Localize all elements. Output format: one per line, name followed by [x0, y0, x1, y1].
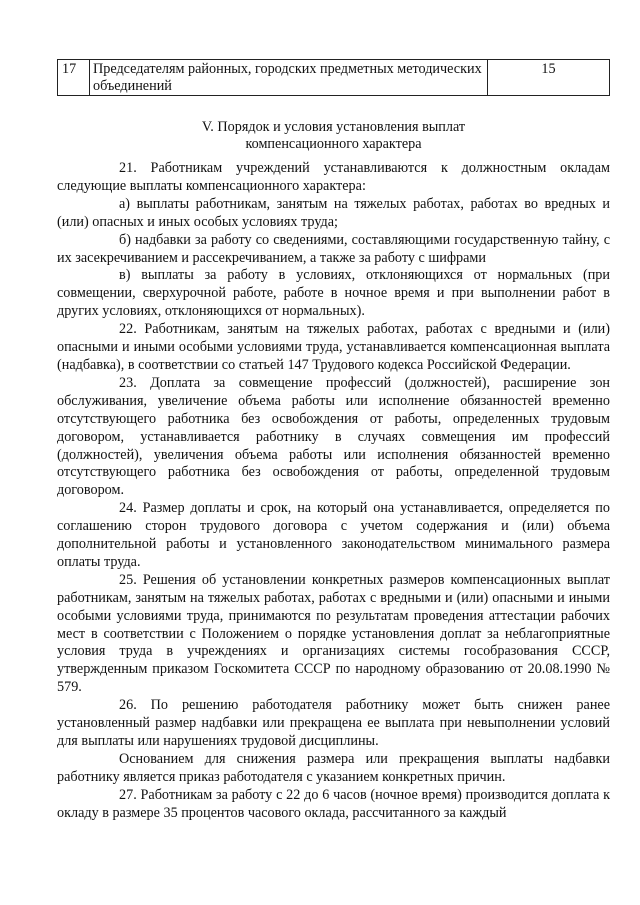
table-row — [58, 60, 610, 96]
row-number: 17 — [58, 60, 90, 96]
paragraph-26: 26. По решению работодателя работнику может быть снижен ранее установленный размер надбавки или прекращена ее выплата при невыполнении условий для выплаты или нарушениях трудовой дисциплины. — [57, 697, 610, 749]
paragraph-24: 24. Размер доплаты и срок, на который она устанавливается, определяется по соглашению сторон трудового договора с учетом содержания и (или) объема дополнительной работы и установленного законодательством минимального размера оплаты труда. — [57, 500, 610, 570]
paragraph-23: 23. Доплата за совмещение профессий (должностей), расширение зон обслуживания, увеличение объема работы или исполнение обязанностей временно отсутствующего работника без освобождения от работы, определенных трудовым договором, устанавливается работнику в случаях совмещения им профессий (должностей), увеличения объема работы или исполнения обязанностей временно отсутствующего работника без освобождения от работы, определенной трудовым договором. — [57, 374, 610, 499]
section-heading — [57, 119, 610, 153]
allowance-table — [57, 59, 610, 96]
section-heading-line-2: компенсационного характера — [245, 136, 422, 152]
paragraph-21-a: а) выплаты работникам, занятым на тяжелых работах, работах во вредных и (или) опасных и иных особых условиях труда; — [57, 195, 610, 230]
row-position: Председателям районных, городских предметных методических объединений — [90, 60, 488, 96]
row-value: 15 — [488, 60, 610, 96]
paragraph-26-basis: Основанием для снижения размера или прекращения выплаты надбавки работнику является приказ работодателя с указанием конкретных причин. — [57, 750, 610, 785]
paragraph-21: 21. Работникам учреждений устанавливаются к должностным окладам следующие выплаты компенсационного характера: — [57, 160, 610, 194]
paragraph-25: 25. Решения об установлении конкретных размеров компенсационных выплат работникам, занятым на тяжелых работах, работах с вредными и (или) опасными и иными особыми условиями труда, принимаются по результатам проведения аттестации рабочих мест в соответствии с Положением о порядке установления доплат за неблагоприятные условия труда в учреждениях и организациях системы гособразования СССР, утвержденным приказом Госкомитета СССР по народному образованию от 20.08.1990 № 579. — [57, 571, 610, 696]
section-body — [57, 160, 610, 823]
section-heading-line-1: V. Порядок и условия установления выплат — [201, 119, 466, 135]
paragraph-22: 22. Работникам, занятым на тяжелых работах, работах с вредными и (или) опасными и иными особыми условиями труда, устанавливается компенсационная выплата (надбавка), в соответствии со статьей 147 Трудового кодекса Российской Федерации. — [57, 321, 610, 373]
paragraph-21-v: в) выплаты за работу в условиях, отклоняющихся от нормальных (при совмещении, сверхурочной работе, работе в ночное время и при выполнении работ в других условиях, отклоняющихся от нормальных). — [57, 267, 610, 320]
paragraph-27: 27. Работникам за работу с 22 до 6 часов (ночное время) производится доплата к окладу в размере 35 процентов часового оклада, рассчитанного за каждый — [57, 786, 610, 821]
paragraph-21-b: б) надбавки за работу со сведениями, составляющими государственную тайну, с их засекречиванием и рассекречиванием, а также за работу с шифрами — [57, 231, 610, 266]
